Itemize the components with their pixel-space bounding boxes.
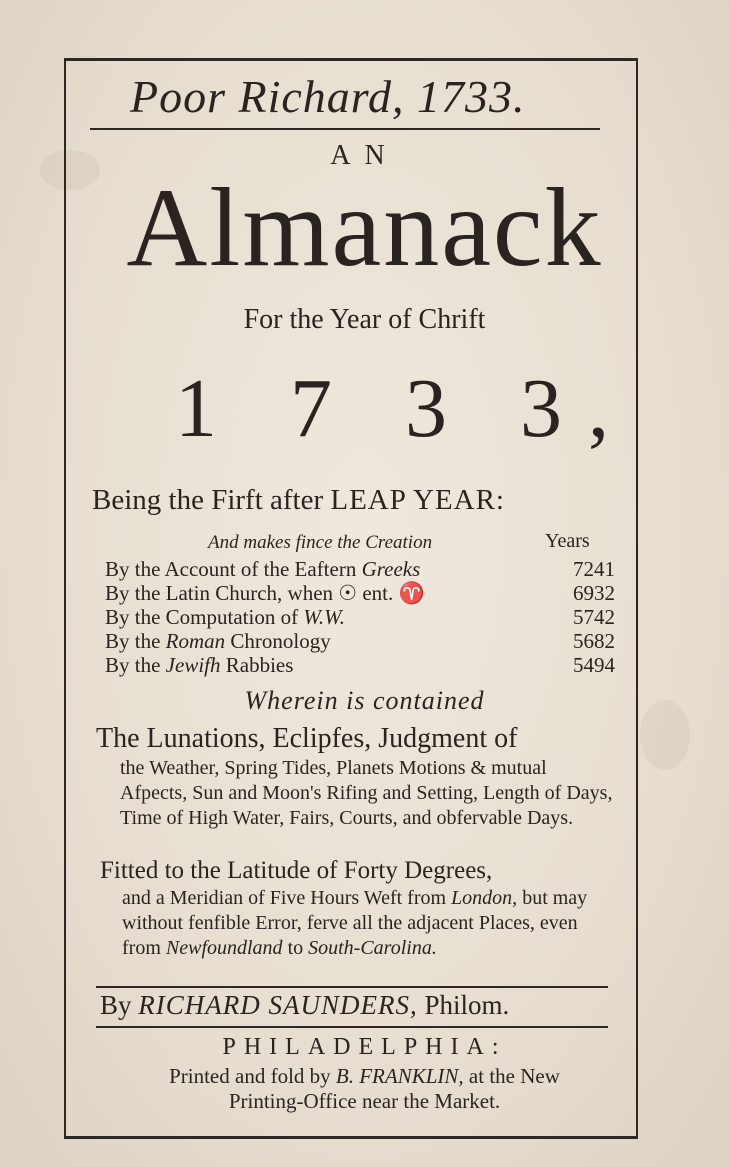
reckoning-row: By the Computation of W.W. 5742 [105, 605, 615, 629]
city-line: PHILADELPHIA: [222, 1034, 507, 1060]
reckoning-value: 6932 [573, 581, 615, 605]
heading-an: AN [330, 140, 399, 171]
reckoning-table [105, 557, 615, 677]
leap-year-line [92, 484, 632, 517]
reckoning-value: 5742 [573, 605, 615, 629]
creation-label: And makes fince the Creation [208, 532, 433, 553]
contents-paragraph [96, 722, 614, 831]
page-title: Poor Richard, 1733. [130, 71, 526, 122]
years-header: Years [545, 530, 590, 552]
reckoning-row: By the Roman Chronology 5682 [105, 629, 615, 653]
reckoning-row: By the Account of the Eaftern Greeks 7241 [105, 557, 615, 581]
contents-body: the Weather, Spring Tides, Planets Motions & mutual Afpects, Sun and Moon's Rifing and Setting, Length of Days, Time of High Water, Fairs, Courts, and obfervable Days. [120, 757, 613, 829]
wherein-heading: Wherein is contained [244, 686, 485, 715]
author-rule-top [96, 986, 608, 988]
reckoning-value: 5494 [573, 653, 615, 677]
contents-lead: The Lunations, Eclipfes, Judgment of [96, 723, 518, 754]
printer-imprint: Printed and fold by B. FRANKLIN, at the New Printing-Office near the Market. [169, 1064, 560, 1113]
year-numerals: 1 7 3 3, [175, 362, 635, 455]
latitude-body: and a Meridian of Five Hours Weft from London, but may without fenfible Error, ferve all the adjacent Places, even from Newfoundland to South-Carolina. [122, 887, 588, 959]
author-line: By RICHARD SAUNDERS, Philom. [100, 990, 510, 1020]
latitude-lead: Fitted to the Latitude of Forty Degrees, [100, 857, 493, 884]
for-year-line: For the Year of Chrift [243, 304, 486, 335]
leap-caps: LEAP YEAR: [330, 484, 505, 516]
leap-prefix: Being the Firft after [92, 484, 324, 516]
reckoning-row: By the Latin Church, when ☉ ent. ♈ 6932 [105, 581, 615, 605]
title-rule [90, 128, 600, 130]
heading-almanack: Almanack [126, 166, 603, 290]
reckoning-value: 5682 [573, 629, 615, 653]
reckoning-row: By the Jewifh Rabbies 5494 [105, 653, 615, 677]
latitude-paragraph [100, 856, 618, 961]
reckoning-value: 7241 [573, 557, 615, 581]
author-rule-bottom [96, 1026, 608, 1028]
